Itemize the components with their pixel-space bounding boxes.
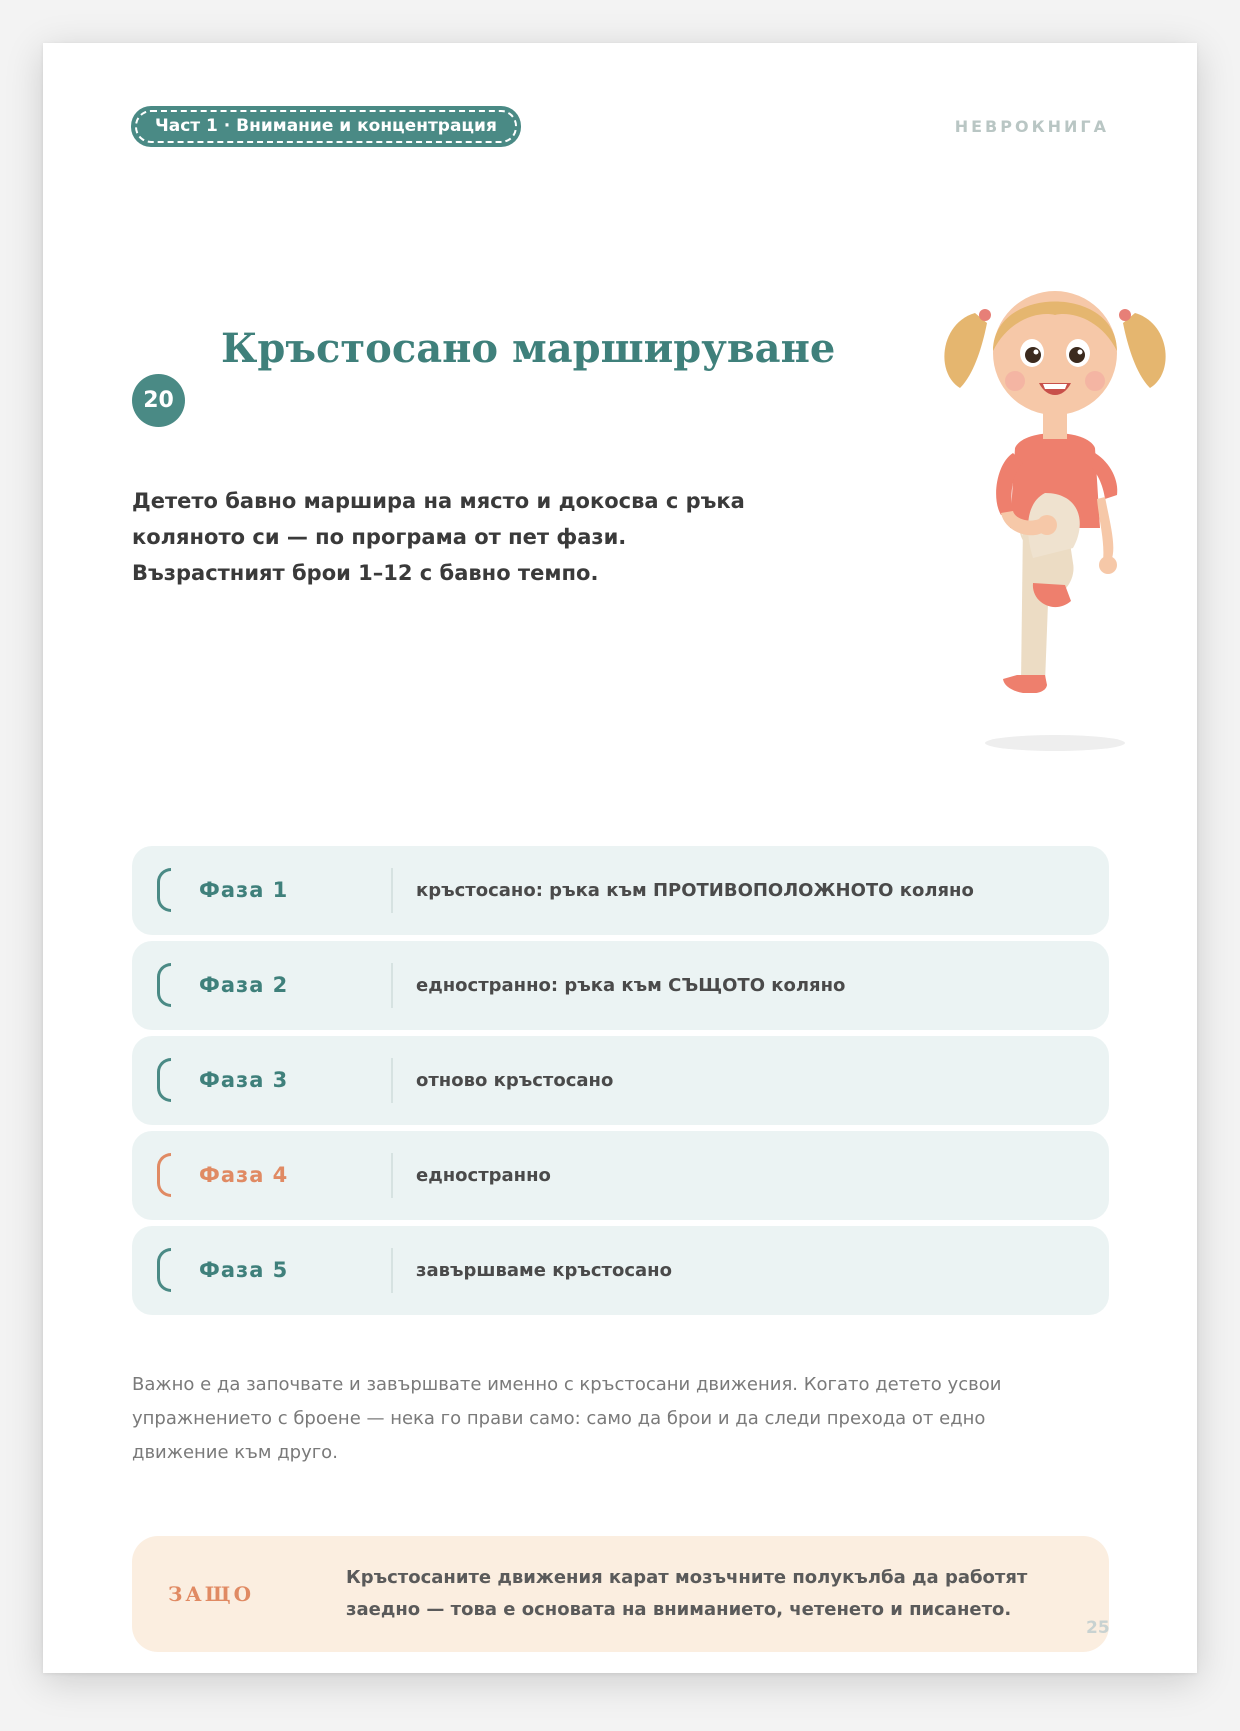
phase-description: отново кръстосано — [416, 1070, 614, 1091]
phase-list — [132, 846, 1109, 1321]
phase-description: завършваме кръстосано — [416, 1260, 672, 1281]
why-callout — [132, 1536, 1109, 1652]
phase-label: Фаза 1 — [199, 878, 289, 902]
phase-label: Фаза 5 — [199, 1258, 289, 1282]
lead-line: Детето бавно маршира на място и докосва с ръка — [132, 489, 745, 513]
phase-label: Фаза 4 — [199, 1163, 289, 1187]
note-line: упражнението с броене — нека го прави само: само да брои и да следи прехода от едно — [132, 1408, 986, 1429]
phase-row — [132, 846, 1109, 935]
divider — [391, 1058, 393, 1103]
bracket-icon — [157, 1248, 171, 1292]
phase-label: Фаза 3 — [199, 1068, 289, 1092]
phase-description: кръстосано: ръка към ПРОТИВОПОЛОЖНОТО коляно — [416, 880, 974, 901]
chapter-chip-label: Част 1 · Внимание и концентрация — [135, 110, 517, 143]
lead-line: Възрастният брои 1–12 с бавно темпо. — [132, 561, 599, 585]
chapter-chip — [131, 106, 521, 147]
phase-label: Фаза 2 — [199, 973, 289, 997]
exercise-lead — [132, 483, 852, 591]
phase-row — [132, 1131, 1109, 1220]
phase-row — [132, 1226, 1109, 1315]
bracket-icon — [157, 1058, 171, 1102]
girl-marching-illustration — [905, 223, 1205, 823]
note-line: Важно е да започвате и завършвате именно с кръстосани движения. Когато детето усвои — [132, 1374, 1002, 1395]
page-number: 25 — [1086, 1618, 1110, 1638]
brand-name: НЕВРОКНИГА — [954, 117, 1109, 136]
note-line: движение към друго. — [132, 1442, 338, 1463]
note-paragraph — [132, 1368, 1092, 1470]
divider — [391, 963, 393, 1008]
why-line: заедно — това е основата на вниманието, четенето и писането. — [346, 1599, 1012, 1620]
book-page — [43, 43, 1197, 1673]
divider — [391, 1248, 393, 1293]
phase-row — [132, 1036, 1109, 1125]
divider — [391, 868, 393, 913]
bracket-icon — [157, 963, 171, 1007]
divider — [391, 1153, 393, 1198]
lead-line: коляното си — по програма от пет фази. — [132, 525, 627, 549]
why-label: ЗАЩО — [168, 1582, 254, 1606]
exercise-number-badge: 20 — [132, 374, 185, 427]
why-text — [346, 1562, 1086, 1626]
phase-row — [132, 941, 1109, 1030]
exercise-title: Кръстосано маршируване — [221, 325, 836, 372]
bracket-icon — [157, 868, 171, 912]
bracket-icon — [157, 1153, 171, 1197]
phase-description: едностранно: ръка към СЪЩОТО коляно — [416, 975, 846, 996]
why-line: Кръстосаните движения карат мозъчните полукълба да работят — [346, 1567, 1028, 1588]
phase-description: едностранно — [416, 1165, 551, 1186]
